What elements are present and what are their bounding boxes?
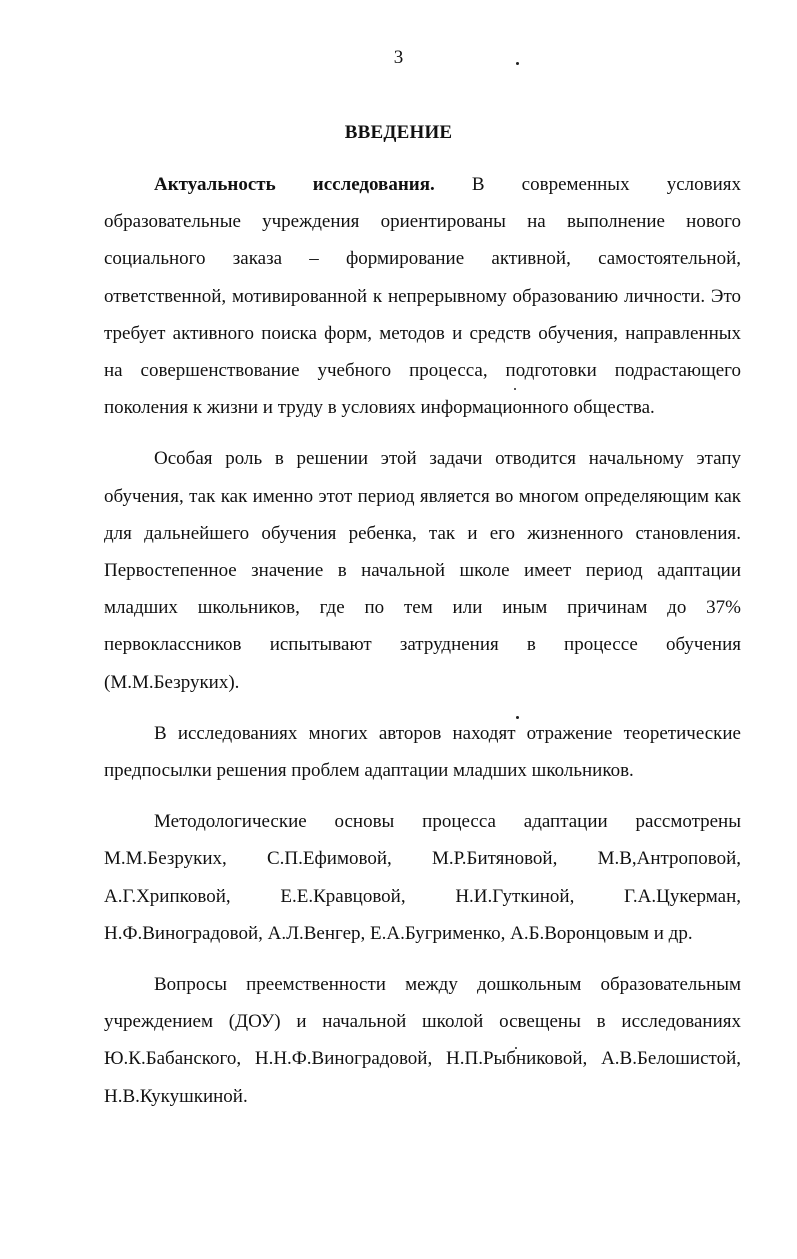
paragraph-methodological-basis: Методологические основы процесса адаптации рассмотрены М.М.Безруких, С.П.Ефимовой, М.Р.Битяновой, М.В,Антроповой, А.Г.Хрипковой, Е.Е.Кравцовой, Н.И.Гуткиной, Г.А.Цукерман, Н.Ф.Виноградовой, А.Л.Венгер, Е.А.Бугрименко, А.Б.Воронцовым и др. — [104, 811, 741, 944]
paragraph-continuity: Вопросы преемственности между дошкольным образовательным учреждением (ДОУ) и начальной школой освещены в исследованиях Ю.К.Бабанского, Н.Н.Ф.Виноградовой, Н.П.Рыбниковой, А.В.Белошистой, Н.В.Кукушкиной. — [104, 974, 741, 1107]
paragraph-text: В современных условиях образовательные учреждения ориентированы на выполнение нового социального заказа – формирование активной, самостоятельной, ответственной, мотивированной к непрерывному образованию личности. Это требует активного поиска форм, методов и средств обучения, направленных на совершенствование учебного процесса, подготовки подрастающего поколения к жизни и труду в условиях информационного общества. — [104, 174, 741, 419]
paragraph-initial-stage: Особая роль в решении этой задачи отводится начальному этапу обучения, так как именно этот период является во многом определяющим как для дальнейшего обучения ребенка, так и его жизненного становления. Первостепенное значение в начальной школе имеет период адаптации младших школьников, где по тем или иным причинам до 37% первоклассников испытывают затруднения в процессе обучения (М.М.Безруких). — [104, 448, 741, 693]
paragraph-relevance — [104, 166, 741, 426]
paragraph-research-authors: В исследованиях многих авторов находят отражение теоретические предпосылки решения проблем адаптации младших школьников. — [104, 722, 741, 782]
page-number: 3 — [393, 47, 404, 68]
paragraph-lead: Актуальность исследования. — [154, 174, 435, 195]
section-title: ВВЕДЕНИЕ — [344, 122, 453, 143]
document-body — [104, 166, 741, 1129]
scan-speck — [516, 62, 519, 65]
